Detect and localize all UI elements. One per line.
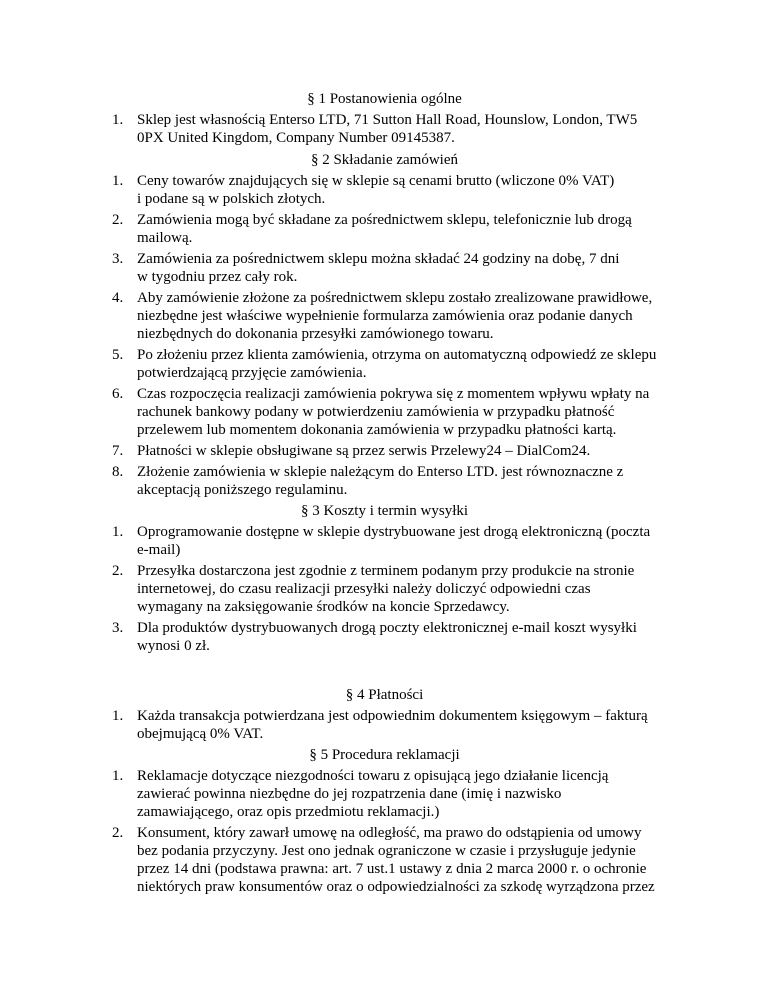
item-text <box>137 250 677 286</box>
item-number: 3. <box>112 620 124 636</box>
text-line: Płatności w sklepie obsługiwane są przez serwis Przelewy24 – DialCom24. <box>137 443 591 459</box>
text-line: 0PX United Kingdom, Company Number 09145387. <box>137 130 455 146</box>
item-number: 1. <box>112 173 124 189</box>
item-number: 3. <box>112 251 124 267</box>
text-line: Reklamacje dotyczące niezgodności towaru z opisującą jego działanie licencją <box>137 768 609 784</box>
text-line: niektórych praw konsumentów oraz o odpowiedzialności za szkodę wyrządzona przez <box>137 879 655 895</box>
text-line: niezbędne jest właściwe wypełnienie formularza zamówienia oraz podanie danych <box>137 308 633 324</box>
text-line: przelewem lub momentem dokonania zamówienia w przypadku płatności kartą. <box>137 422 617 438</box>
text-line: i podane są w polskich złotych. <box>137 191 326 207</box>
text-line: Czas rozpoczęcia realizacji zamówienia pokrywa się z momentem wpływu wpłaty na <box>137 386 650 402</box>
item-number: 2. <box>112 563 124 579</box>
section-1-title: § 1 Postanowienia ogólne <box>307 91 462 107</box>
item-text <box>137 562 677 616</box>
text-line: mailową. <box>137 230 193 246</box>
item-number: 1. <box>112 708 124 724</box>
section-2-title: § 2 Składanie zamówień <box>310 152 459 168</box>
text-line: wymagany na zaksięgowanie środków na koncie Sprzedawcy. <box>137 599 510 615</box>
text-line: Dla produktów dystrybuowanych drogą poczty elektronicznej e-mail koszt wysyłki <box>137 620 637 636</box>
text-line: Oprogramowanie dostępne w sklepie dystrybuowane jest drogą elektroniczną (poczta <box>137 524 651 540</box>
text-line: zawierać powinna niezbędne do jej rozpatrzenia dane (imię i nazwisko <box>137 786 562 802</box>
item-text <box>137 172 677 208</box>
item-number: 6. <box>112 386 124 402</box>
item-text <box>137 385 677 439</box>
item-number: 1. <box>112 112 124 128</box>
text-line: internetowej, do czasu realizacji przesyłki należy doliczyć odpowiedni czas <box>137 581 591 597</box>
text-line: Konsument, który zawarł umowę na odległość, ma prawo do odstąpienia od umowy <box>137 825 642 841</box>
text-line: potwierdzającą przyjęcie zamówienia. <box>137 365 367 381</box>
section-3-title: § 3 Koszty i termin wysyłki <box>300 503 469 519</box>
item-text <box>137 289 677 343</box>
item-number: 5. <box>112 347 124 363</box>
item-text <box>137 767 677 821</box>
item-number: 2. <box>112 212 124 228</box>
text-line: zamawiającego, oraz opis przedmiotu reklamacji.) <box>137 804 440 820</box>
item-number: 2. <box>112 825 124 841</box>
text-line: niezbędnych do dokonania przesyłki zamówionego towaru. <box>137 326 494 342</box>
item-number: 4. <box>112 290 124 306</box>
text-line: Zamówienia za pośrednictwem sklepu można składać 24 godziny na dobę, 7 dni <box>137 251 620 267</box>
section-4-title: § 4 Płatności <box>345 687 424 703</box>
text-line: Złożenie zamówienia w sklepie należącym do Enterso LTD. jest równoznaczne z <box>137 464 624 480</box>
text-line: wynosi 0 zł. <box>137 638 210 654</box>
item-number: 1. <box>112 768 124 784</box>
text-line: rachunek bankowy podany w potwierdzeniu zamówienia w przypadku płatność <box>137 404 615 420</box>
item-text <box>137 523 677 559</box>
item-number: 8. <box>112 464 124 480</box>
section-5-title: § 5 Procedura reklamacji <box>309 747 460 763</box>
text-line: Zamówienia mogą być składane za pośrednictwem sklepu, telefonicznie lub drogą <box>137 212 632 228</box>
item-number: 7. <box>112 443 124 459</box>
item-number: 1. <box>112 524 124 540</box>
item-text <box>137 707 677 743</box>
text-line: bez podania przyczyny. Jest ono jednak ograniczone w czasie i przysługuje jedynie <box>137 843 636 859</box>
item-text <box>137 824 677 896</box>
item-text <box>137 111 677 147</box>
text-line: Przesyłka dostarczona jest zgodnie z terminem podanym przy produkcie na stronie <box>137 563 635 579</box>
item-text <box>137 442 677 460</box>
text-line: obejmującą 0% VAT. <box>137 726 264 742</box>
text-line: Ceny towarów znajdujących się w sklepie są cenami brutto (wliczone 0% VAT) <box>137 173 615 189</box>
text-line: Po złożeniu przez klienta zamówienia, otrzyma on automatyczną odpowiedź ze sklepu <box>137 347 657 363</box>
text-line: Sklep jest własnością Enterso LTD, 71 Sutton Hall Road, Hounslow, London, TW5 <box>137 112 638 128</box>
item-text <box>137 346 677 382</box>
text-line: Każda transakcja potwierdzana jest odpowiednim dokumentem księgowym – fakturą <box>137 708 648 724</box>
text-line: Aby zamówienie złożone za pośrednictwem sklepu zostało zrealizowane prawidłowe, <box>137 290 653 306</box>
text-line: e-mail) <box>137 542 181 558</box>
item-text <box>137 463 677 499</box>
item-text <box>137 619 677 655</box>
text-line: w tygodniu przez cały rok. <box>137 269 298 285</box>
item-text <box>137 211 677 247</box>
text-line: przez 14 dni (podstawa prawna: art. 7 ust.1 ustawy z dnia 2 marca 2000 r. o ochronie <box>137 861 647 877</box>
text-line: akceptacją poniższego regulaminu. <box>137 482 348 498</box>
